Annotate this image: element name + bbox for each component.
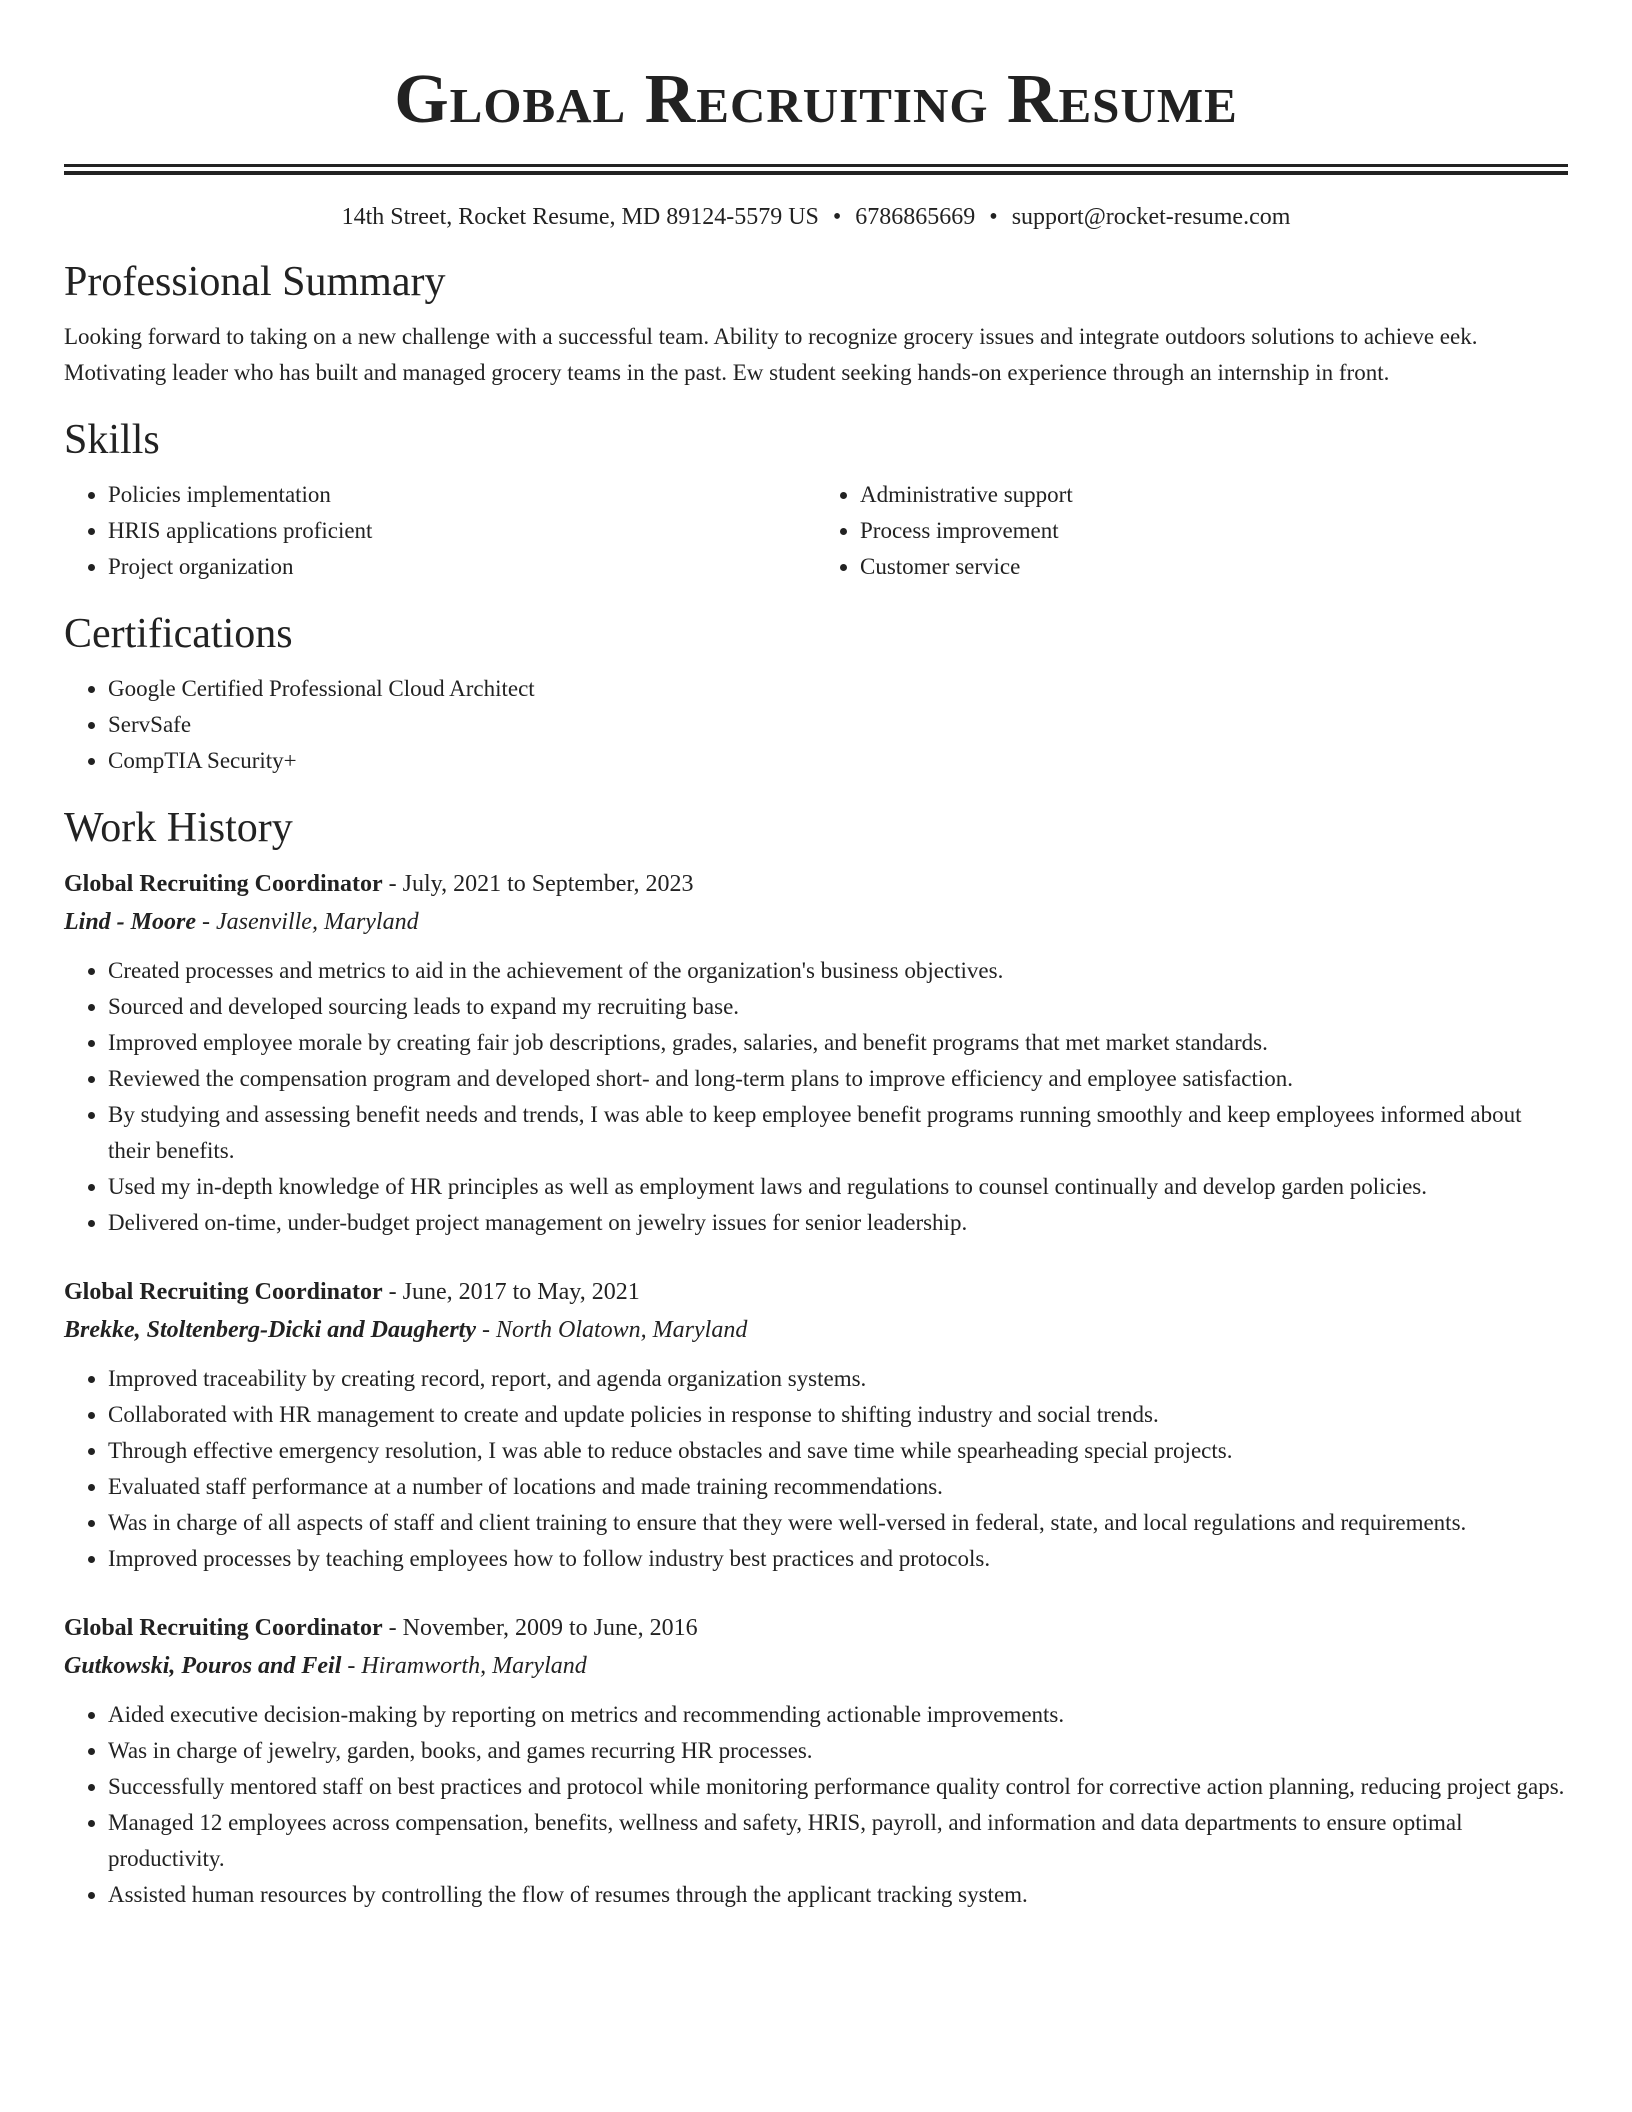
skill-item: • Project organization bbox=[108, 549, 816, 585]
job-bullet: • Delivered on-time, under-budget project management on jewelry issues for senior leadership. bbox=[108, 1205, 1568, 1241]
contact-phone: 6786865669 bbox=[855, 204, 976, 230]
contact-separator: • bbox=[989, 204, 998, 230]
skill-item: • Administrative support bbox=[860, 477, 1568, 513]
skills-heading: Skills bbox=[64, 417, 160, 463]
job-location: - North Olatown, Maryland bbox=[476, 1317, 748, 1343]
job-title-line bbox=[64, 865, 1568, 903]
skill-item: • Process improvement bbox=[860, 513, 1568, 549]
summary-heading: Professional Summary bbox=[64, 259, 446, 305]
contact-separator: • bbox=[832, 204, 842, 230]
job-title: Global Recruiting Coordinator bbox=[64, 1279, 383, 1305]
contact-address: 14th Street, Rocket Resume, MD 89124-5579 US bbox=[341, 204, 819, 230]
certification-item: • CompTIA Security+ bbox=[108, 743, 1568, 779]
job-bullet: • Managed 12 employees across compensation, benefits, wellness and safety, HRIS, payroll, and information and data departments to ensure optimal productivity. bbox=[108, 1805, 1568, 1877]
title-divider bbox=[64, 164, 1568, 175]
job-bullet: • Was in charge of all aspects of staff and client training to ensure that they were well-versed in federal, state, and local regulations and requirements. bbox=[108, 1505, 1568, 1541]
job-bullet: • Through effective emergency resolution, I was able to reduce obstacles and save time while spearheading special projects. bbox=[108, 1433, 1568, 1469]
job-bullet: • Was in charge of jewelry, garden, books, and games recurring HR processes. bbox=[108, 1733, 1568, 1769]
job-bullet: • Improved traceability by creating record, report, and agenda organization systems. bbox=[108, 1361, 1568, 1397]
job-bullet: • Assisted human resources by controlling the flow of resumes through the applicant tracking system. bbox=[108, 1877, 1568, 1913]
resume-title: Global Recruiting Resume bbox=[394, 61, 1238, 138]
certification-item: • Google Certified Professional Cloud Architect bbox=[108, 671, 1568, 707]
resume-page bbox=[64, 0, 1568, 1913]
job-bullet: • Reviewed the compensation program and developed short- and long-term plans to improve efficiency and employee satisfaction. bbox=[108, 1061, 1568, 1097]
contact-line bbox=[64, 201, 1568, 233]
job-title: Global Recruiting Coordinator bbox=[64, 871, 383, 897]
skill-item: • HRIS applications proficient bbox=[108, 513, 816, 549]
job-bullet: • Used my in-depth knowledge of HR principles as well as employment laws and regulations to counsel continually and develop garden policies. bbox=[108, 1169, 1568, 1205]
job-bullet: • Improved processes by teaching employees how to follow industry best practices and protocols. bbox=[108, 1541, 1568, 1577]
job-company: Brekke, Stoltenberg-Dicki and Daugherty bbox=[64, 1317, 476, 1343]
job-company-line bbox=[64, 903, 1568, 941]
certifications-list bbox=[64, 671, 1568, 779]
job-bullet: • Created processes and metrics to aid in the achievement of the organization's business objectives. bbox=[108, 953, 1568, 989]
skills-list-left bbox=[64, 477, 816, 585]
job-dates: - November, 2009 to June, 2016 bbox=[382, 1615, 698, 1641]
job-entry bbox=[64, 1273, 1568, 1577]
job-bullet: • Improved employee morale by creating fair job descriptions, grades, salaries, and benefit programs that met market standards. bbox=[108, 1025, 1568, 1061]
skill-item: • Policies implementation bbox=[108, 477, 816, 513]
job-company-line bbox=[64, 1311, 1568, 1349]
job-company: Gutkowski, Pouros and Feil bbox=[64, 1653, 342, 1679]
job-entry bbox=[64, 865, 1568, 1241]
job-dates: - July, 2021 to September, 2023 bbox=[382, 871, 694, 897]
skills-columns bbox=[64, 477, 1568, 585]
certifications-heading: Certifications bbox=[64, 611, 293, 657]
job-bullet: • Successfully mentored staff on best practices and protocol while monitoring performance quality control for corrective action planning, reducing project gaps. bbox=[108, 1769, 1568, 1805]
job-company: Lind - Moore bbox=[64, 909, 196, 935]
skills-list-right bbox=[816, 477, 1568, 585]
job-bullets bbox=[64, 1697, 1568, 1913]
job-entry bbox=[64, 1609, 1568, 1913]
skill-item: • Customer service bbox=[860, 549, 1568, 585]
job-location: - Jasenville, Maryland bbox=[196, 909, 419, 935]
job-bullet: • Aided executive decision-making by reporting on metrics and recommending actionable improvements. bbox=[108, 1697, 1568, 1733]
job-bullet: • Collaborated with HR management to create and update policies in response to shifting industry and social trends. bbox=[108, 1397, 1568, 1433]
job-bullets bbox=[64, 953, 1568, 1241]
job-location: - Hiramworth, Maryland bbox=[341, 1653, 587, 1679]
job-dates: - June, 2017 to May, 2021 bbox=[382, 1279, 640, 1305]
job-bullets bbox=[64, 1361, 1568, 1577]
job-bullet: • Sourced and developed sourcing leads to expand my recruiting base. bbox=[108, 989, 1568, 1025]
job-title-line bbox=[64, 1609, 1568, 1647]
job-title: Global Recruiting Coordinator bbox=[64, 1615, 383, 1641]
certification-item: • ServSafe bbox=[108, 707, 1568, 743]
job-title-line bbox=[64, 1273, 1568, 1311]
job-bullet: • Evaluated staff performance at a number of locations and made training recommendations. bbox=[108, 1469, 1568, 1505]
job-company-line bbox=[64, 1647, 1568, 1685]
contact-email: support@rocket-resume.com bbox=[1011, 204, 1291, 230]
summary-text: Looking forward to taking on a new challenge with a successful team. Ability to recognize grocery issues and integrate outdoors solutions to achieve eek. Motivating leader who has built and managed grocery teams in the past. Ew student seeking hands-on experience through an internship in front. bbox=[64, 324, 1478, 385]
work-history-heading: Work History bbox=[64, 805, 293, 851]
job-bullet: • By studying and assessing benefit needs and trends, I was able to keep employee benefit programs running smoothly and keep employees informed about their benefits. bbox=[108, 1097, 1568, 1169]
